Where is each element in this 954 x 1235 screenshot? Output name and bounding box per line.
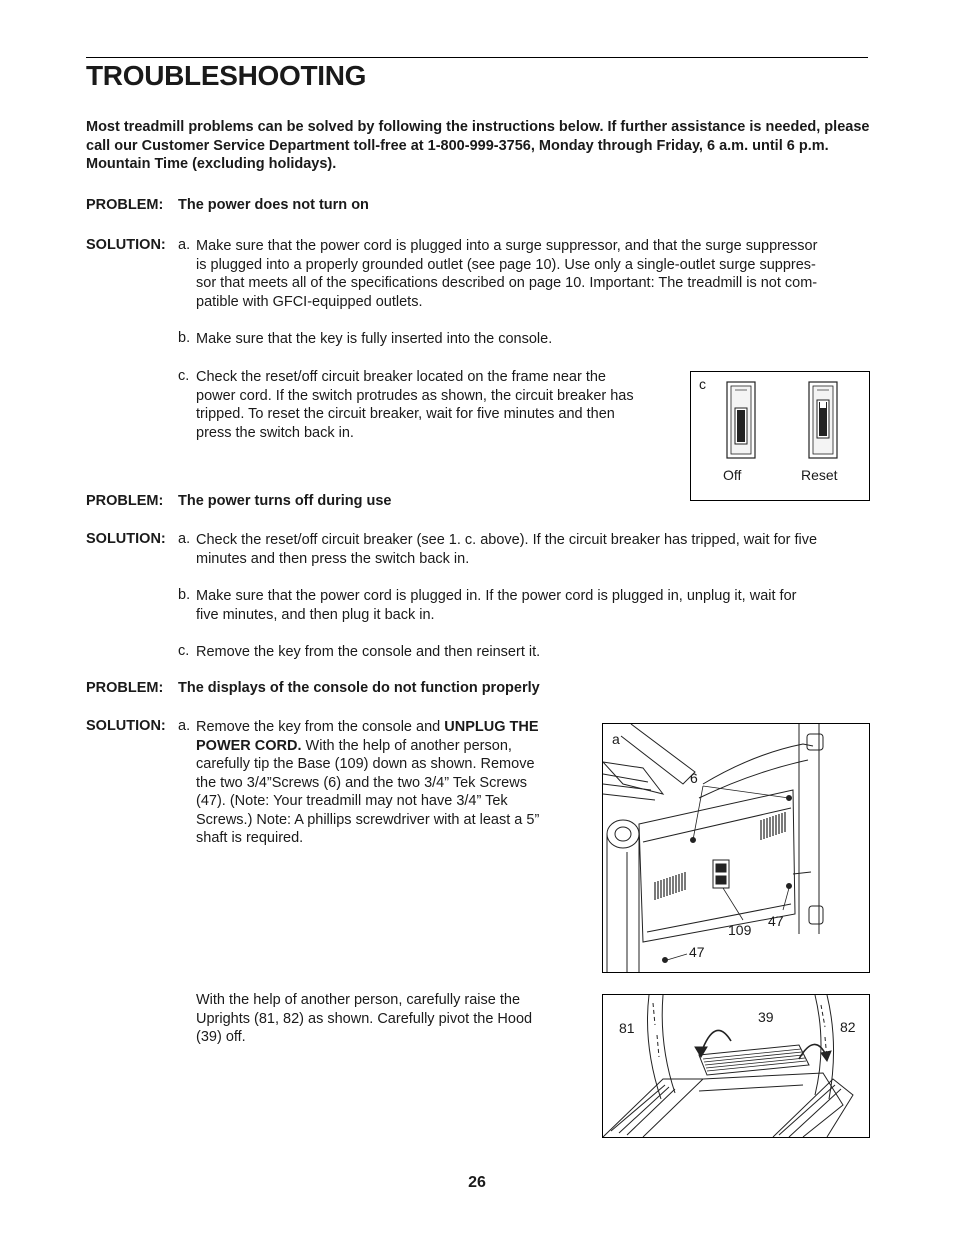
solution-3b-line: With the help of another person, carefully raise the bbox=[196, 992, 521, 1008]
solution-1c-text bbox=[196, 368, 634, 442]
solution-1a-line: Make sure that the power cord is plugged into a surge suppressor, and that the surge suppressor bbox=[196, 238, 818, 254]
solution-2a-letter: a. bbox=[178, 531, 191, 547]
solution-2c-text bbox=[196, 643, 540, 662]
problem-2-label: PROBLEM: bbox=[86, 493, 164, 509]
part-39-callout: 39 bbox=[758, 1009, 774, 1025]
part-81-callout: 81 bbox=[619, 1020, 635, 1036]
solution-3-label: SOLUTION: bbox=[86, 718, 166, 734]
solution-1b-line: Make sure that the key is fully inserted into the console. bbox=[196, 331, 553, 347]
reset-label: Reset bbox=[801, 467, 838, 483]
uprights-raised-figure bbox=[602, 994, 870, 1138]
figure-c-label: c bbox=[699, 376, 706, 392]
solution-1a-letter: a. bbox=[178, 237, 191, 253]
problem-3-label: PROBLEM: bbox=[86, 680, 164, 696]
top-rule bbox=[86, 57, 868, 58]
solution-3a-line: Screws.) Note: A phillips screwdriver with at least a 5” bbox=[196, 811, 540, 828]
off-switch-drawing bbox=[727, 382, 755, 458]
solution-1c-line: press the switch back in. bbox=[196, 424, 354, 441]
solution-3a-line: shaft is required. bbox=[196, 830, 304, 846]
part-47-callout-right: 47 bbox=[768, 913, 784, 929]
solution-2b-line: Make sure that the power cord is plugged in. If the power cord is plugged in, unplug it, wait for bbox=[196, 588, 797, 604]
solution-3a-line: the two 3/4”Screws (6) and the two 3/4” Tek Screws bbox=[196, 774, 527, 791]
solution-3a-letter: a. bbox=[178, 718, 191, 734]
solution-3a-text bbox=[196, 718, 539, 848]
page-number: 26 bbox=[468, 1174, 486, 1191]
uprights-raised-illustration bbox=[603, 995, 869, 1137]
solution-2b-line: five minutes, and then plug it back in. bbox=[196, 606, 435, 623]
solution-1a-text bbox=[196, 237, 817, 311]
solution-3b-line: Uprights (81, 82) as shown. Carefully pivot the Hood bbox=[196, 1010, 533, 1027]
part-109-callout: 109 bbox=[728, 922, 752, 938]
solution-2c-letter: c. bbox=[178, 643, 190, 659]
base-tipped-figure bbox=[602, 723, 870, 973]
solution-1a-line: is plugged into a properly grounded outlet (see page 10). Use only a single-outlet surge suppres- bbox=[196, 256, 816, 273]
solution-3b-text bbox=[196, 991, 532, 1047]
solution-3a-line2-text: With the help of another person, bbox=[301, 737, 512, 754]
reset-switch-drawing bbox=[809, 382, 837, 458]
solution-1c-line: Check the reset/off circuit breaker located on the frame near the bbox=[196, 369, 606, 385]
solution-3a-line1-text: Remove the key from the console and bbox=[196, 719, 445, 735]
solution-1c-line: power cord. If the switch protrudes as shown, the circuit breaker has bbox=[196, 387, 634, 404]
solution-2-label: SOLUTION: bbox=[86, 531, 166, 547]
solution-1b-text bbox=[196, 330, 552, 349]
problem-2-text: The power turns off during use bbox=[178, 493, 392, 509]
solution-1a-line: patible with GFCI-equipped outlets. bbox=[196, 293, 423, 310]
solution-1c-line: tripped. To reset the circuit breaker, wait for five minutes and then bbox=[196, 406, 615, 422]
power-cord-emphasis: POWER CORD. bbox=[196, 737, 302, 754]
off-label: Off bbox=[723, 467, 742, 483]
solution-1-label: SOLUTION: bbox=[86, 237, 166, 253]
solution-2a-line: Check the reset/off circuit breaker (see 1. c. above). If the circuit breaker has tripped, wait for five bbox=[196, 532, 818, 548]
solution-3a-line bbox=[196, 718, 539, 737]
solution-1a-line: sor that meets all of the specifications described on page 10. Important: The treadmill is not com- bbox=[196, 275, 818, 291]
solution-3a-line: (47). (Note: Your treadmill may not have 3/4” Tek bbox=[196, 793, 508, 809]
circuit-breaker-figure bbox=[690, 371, 870, 501]
solution-1b-letter: b. bbox=[178, 330, 191, 346]
part-47-callout-left: 47 bbox=[689, 944, 705, 960]
solution-2b-letter: b. bbox=[178, 587, 191, 603]
problem-3-text: The displays of the console do not function properly bbox=[178, 680, 540, 696]
solution-3a-line: carefully tip the Base (109) down as shown. Remove bbox=[196, 756, 535, 772]
solution-3a-line bbox=[196, 737, 539, 756]
page-title: TROUBLESHOOTING bbox=[86, 60, 367, 91]
problem-1-text: The power does not turn on bbox=[178, 197, 369, 213]
circuit-breaker-illustration bbox=[691, 372, 869, 500]
part-82-callout: 82 bbox=[840, 1019, 856, 1035]
intro-paragraph: Most treadmill problems can be solved by following the instructions below. If further assistance is needed, please call our Customer Service Department toll-free at 1-800-999-3756, Monday through Friday, 6 a.m. until 6 p.m. Mountain Time (excluding holidays). bbox=[86, 119, 870, 172]
unplug-emphasis: UNPLUG THE bbox=[444, 719, 539, 735]
part-6-callout: 6 bbox=[690, 770, 698, 786]
solution-2b-text bbox=[196, 587, 796, 624]
solution-2c-line: Remove the key from the console and then reinsert it. bbox=[196, 644, 541, 660]
solution-2a-text bbox=[196, 531, 817, 568]
problem-1-label: PROBLEM: bbox=[86, 197, 164, 213]
figure-a-label: a bbox=[612, 731, 620, 747]
solution-3b-line: (39) off. bbox=[196, 1029, 246, 1045]
solution-1c-letter: c. bbox=[178, 368, 190, 384]
solution-2a-line: minutes and then press the switch back in. bbox=[196, 550, 470, 567]
